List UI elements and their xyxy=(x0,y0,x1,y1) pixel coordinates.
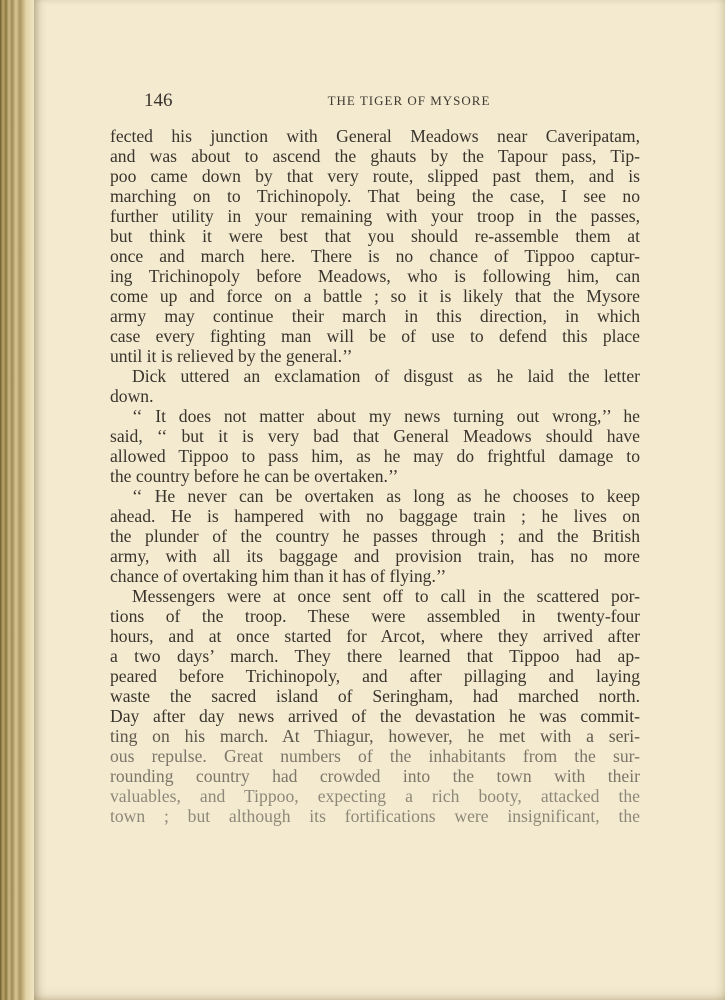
page-header xyxy=(144,90,674,116)
body-line: until it is relieved by the general.’’ xyxy=(110,346,353,366)
body-line: ‘‘ It does not matter about my news turning out wrong,’’ he xyxy=(132,406,640,426)
body-line: a two days’ march. They there learned that Tippoo had ap- xyxy=(110,646,640,666)
body-line: once and march here. There is no chance of Tippoo captur- xyxy=(110,246,640,266)
body-line: valuables, and Tippoo, expecting a rich booty, attacked the xyxy=(110,786,640,806)
body-line: ‘‘ He never can be overtaken as long as he chooses to keep xyxy=(132,486,640,506)
body-line: Dick uttered an exclamation of disgust as he laid the letter xyxy=(132,366,640,386)
body-line: hours, and at once started for Arcot, where they arrived after xyxy=(110,626,640,646)
body-line: marching on to Trichinopoly. That being the case, I see no xyxy=(110,186,640,206)
body-line: come up and force on a battle ; so it is likely that the Mysore xyxy=(110,286,640,306)
body-line: allowed Tippoo to pass him, as he may do frightful damage to xyxy=(110,446,640,466)
body-line: Day after day news arrived of the devastation he was commit- xyxy=(110,706,640,726)
body-line: down. xyxy=(110,386,154,406)
body-line: rounding country had crowded into the town with their xyxy=(110,766,640,786)
body-text xyxy=(110,126,640,826)
body-line: fected his junction with General Meadows near Caveripatam, xyxy=(110,126,640,146)
body-line: peared before Trichinopoly, and after pillaging and laying xyxy=(110,666,640,686)
body-line: further utility in your remaining with your troop in the passes, xyxy=(110,206,640,226)
body-line: tions of the troop. These were assembled in twenty-four xyxy=(110,606,640,626)
body-line: said, ‘‘ but it is very bad that General Meadows should have xyxy=(110,426,640,446)
body-line: Messengers were at once sent off to call in the scattered por- xyxy=(132,586,640,606)
body-line: waste the sacred island of Seringham, had marched north. xyxy=(110,686,640,706)
body-line: poo came down by that very route, slipped past them, and is xyxy=(110,166,640,186)
body-line: case every fighting man will be of use to defend this place xyxy=(110,326,640,346)
body-line: chance of overtaking him than it has of flying.’’ xyxy=(110,566,447,586)
body-line: and was about to ascend the ghauts by the Tapour pass, Tip- xyxy=(110,146,640,166)
book-binding-edge xyxy=(0,0,34,1000)
page-number: 146 xyxy=(144,90,173,111)
body-line: ting on his march. At Thiagur, however, he met with a seri- xyxy=(110,726,640,746)
body-line: army, with all its baggage and provision train, has no more xyxy=(110,546,640,566)
body-line: the plunder of the country he passes through ; and the British xyxy=(110,526,640,546)
body-line: but think it were best that you should re-assemble them at xyxy=(110,226,640,246)
body-line: town ; but although its fortifications were insignificant, the xyxy=(110,806,640,826)
body-line: ahead. He is hampered with no baggage train ; he lives on xyxy=(110,506,640,526)
body-line: ous repulse. Great numbers of the inhabitants from the sur- xyxy=(110,746,640,766)
running-title: THE TIGER OF MYSORE xyxy=(327,93,491,108)
body-line: the country before he can be overtaken.’’ xyxy=(110,466,399,486)
body-line: army may continue their march in this direction, in which xyxy=(110,306,640,326)
body-line: ing Trichinopoly before Meadows, who is following him, can xyxy=(110,266,640,286)
